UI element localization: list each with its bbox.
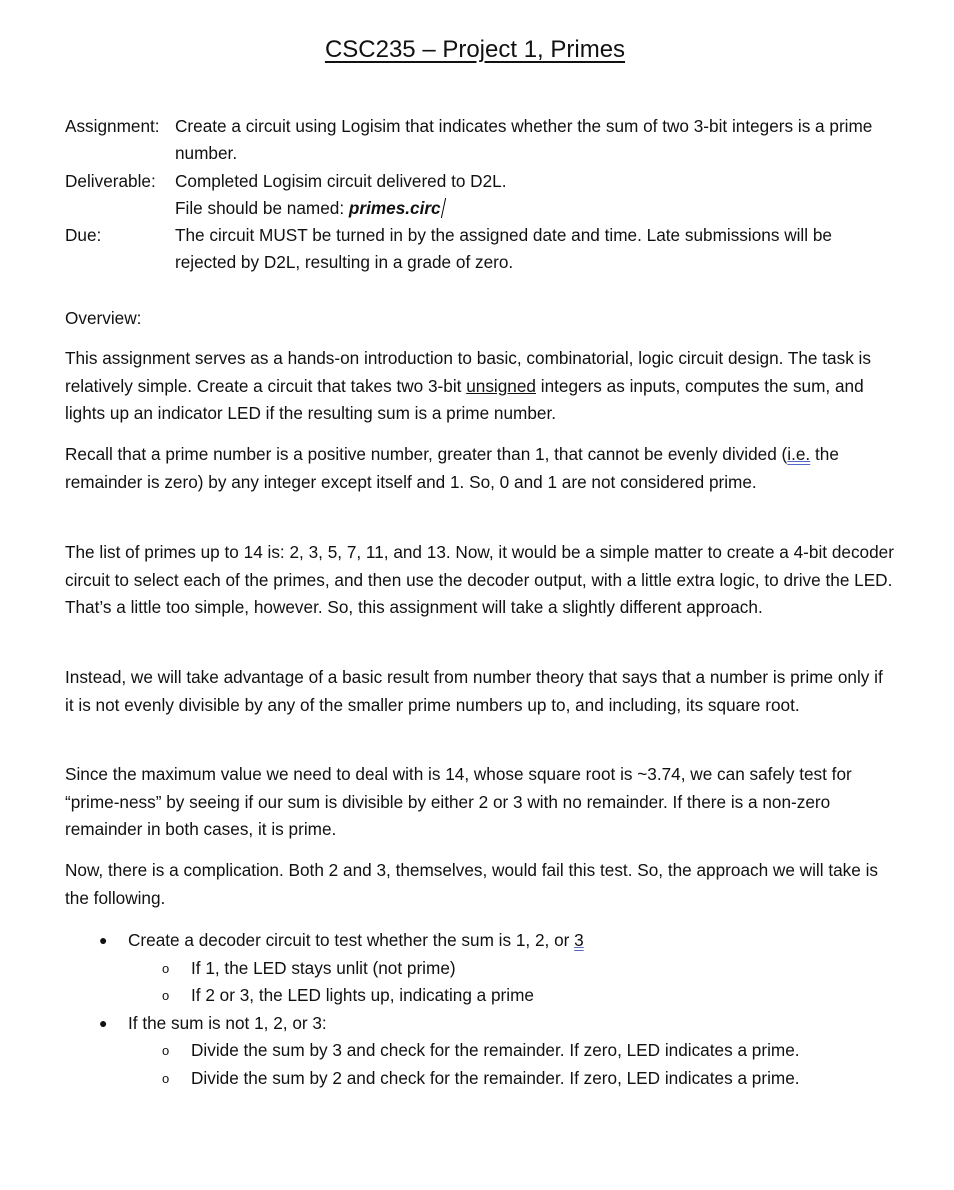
page-title: CSC235 – Project 1, Primes [324, 36, 626, 63]
paragraph-complication: Now, there is a complication. Both 2 and 3, themselves, would fail this test. So, the approach we will take is the following. [65, 860, 878, 908]
paragraph-prime-part-1: Recall that a prime number is a positive number, greater than 1, that cannot be evenly divided ( [65, 444, 788, 464]
list-item [65, 1010, 895, 1038]
assignment-row [65, 113, 895, 168]
file-name-prefix: File should be named: [175, 197, 349, 218]
paragraph-prime-part-2: the remainder is zero) by any integer except itself and 1. So, 0 and 1 are not considered prime. [65, 444, 839, 492]
paragraph-prime-definition [65, 441, 895, 496]
sub-item-1-2: If 2 or 3, the LED lights up, indicating a prime [191, 985, 534, 1005]
overview-heading: Overview: [65, 308, 142, 328]
unsigned-underlined: unsigned [466, 375, 536, 396]
text-cursor [440, 198, 445, 218]
ie-underlined: i.e. [787, 444, 811, 464]
due-row [65, 222, 895, 277]
paragraph-intro [65, 345, 895, 428]
sub-item-2-2: Divide the sum by 2 and check for the remainder. If zero, LED indicates a prime. [191, 1067, 800, 1088]
sub-item-1-1: If 1, the LED stays unlit (not prime) [191, 957, 456, 978]
deliverable-label: Deliverable: [65, 170, 156, 191]
paragraph-number-theory: Instead, we will take advantage of a basic result from number theory that says that a number is prime only if it is not evenly divisible by any of the smaller prime numbers up to, and including, its square root. [65, 667, 883, 715]
bullet-1-three: 3 [574, 930, 584, 950]
assignment-meta [65, 113, 895, 277]
deliverable-row [65, 168, 895, 223]
assignment-text: Create a circuit using Logisim that indicates whether the sum of two 3-bit integers is a prime number. [175, 116, 873, 164]
file-name: primes.circ [348, 197, 441, 218]
paragraph-max-value: Since the maximum value we need to deal with is 14, whose square root is ~3.74, we can safely test for “prime-ness” by seeing if our sum is divisible by either 2 or 3 with no remainder. If there is a non-zero remainder in both cases, it is prime. [65, 764, 852, 839]
approach-list [65, 927, 895, 1092]
bullet-1-text: Create a decoder circuit to test whether the sum is 1, 2, or [128, 930, 575, 950]
list-item [65, 1065, 895, 1093]
bullet-2-text: If the sum is not 1, 2, or 3: [128, 1012, 327, 1033]
sub-item-2-1: Divide the sum by 3 and check for the remainder. If zero, LED indicates a prime. [191, 1040, 800, 1060]
paragraph-intro-part-1: This assignment serves as a hands-on introduction to basic, combinatorial, logic circuit design. The task is relatively simple. Create a circuit that takes two 3-bit [65, 348, 871, 396]
due-text: The circuit MUST be turned in by the assigned date and time. Late submissions will be rejected by D2L, resulting in a grade of zero. [175, 225, 832, 273]
bullet-icon: ● [99, 1014, 108, 1031]
list-item [65, 927, 895, 955]
list-item [65, 955, 895, 983]
list-item [65, 982, 895, 1010]
paragraph-intro-part-2: integers as inputs, computes the sum, and lights up an indicator LED if the resulting sum is a prime number. [65, 375, 864, 423]
bullet-icon: ● [99, 932, 108, 948]
deliverable-description: Completed Logisim circuit delivered to D2L. [175, 170, 507, 191]
circle-bullet-icon: o [162, 1070, 170, 1086]
circle-bullet-icon: o [162, 988, 170, 1003]
due-label: Due: [65, 225, 102, 246]
circle-bullet-icon: o [162, 960, 170, 976]
list-item [65, 1037, 895, 1065]
assignment-label: Assignment: [65, 116, 160, 136]
circle-bullet-icon: o [162, 1043, 170, 1058]
deliverable-text [175, 168, 895, 223]
paragraph-prime-list: The list of primes up to 14 is: 2, 3, 5, 7, 11, and 13. Now, it would be a simple matter to create a 4-bit decoder circuit to select each of the primes, and then use the decoder output, with a little extra logic, to drive the LED. That’s a little too simple, however. So, this assignment will take a slightly different approach. [65, 542, 894, 617]
